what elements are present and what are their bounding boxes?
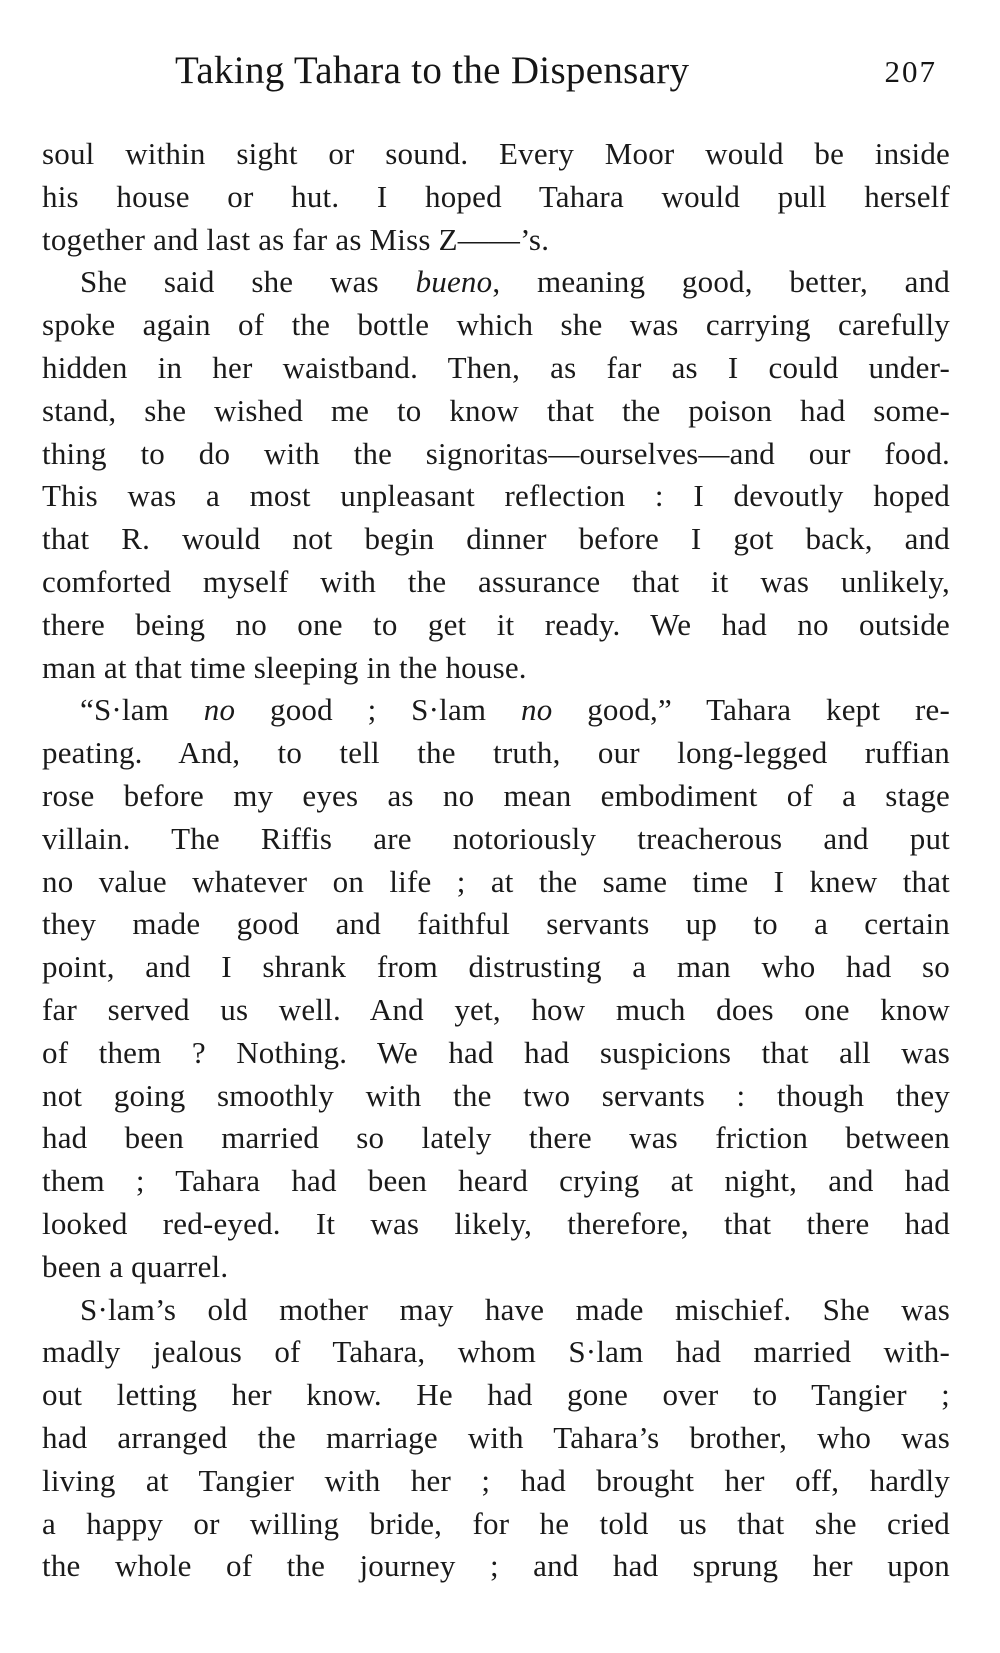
text-line: been a quarrel. bbox=[42, 1248, 229, 1284]
text-line: living at Tangier with her ; had brought her off, hardly bbox=[42, 1462, 950, 1498]
text-line: looked red-eyed. It was likely, therefore, that there had bbox=[42, 1205, 950, 1241]
text-line: stand, she wished me to know that the poison had some- bbox=[42, 392, 950, 428]
text-line: S·lam’s old mother may have made mischief. She was bbox=[80, 1291, 950, 1327]
text-line: peating. And, to tell the truth, our long-legged ruffian bbox=[42, 735, 950, 771]
text-line: soul within sight or sound. Every Moor would be inside bbox=[42, 136, 950, 171]
paragraph bbox=[42, 1289, 950, 1589]
text-line: madly jealous of Tahara, whom S·lam had married with- bbox=[42, 1334, 950, 1370]
text-line: thing to do with the signoritas—ourselves—and our food. bbox=[42, 435, 950, 471]
paragraph bbox=[42, 689, 950, 1288]
text-line: hidden in her waistband. Then, as far as I could under- bbox=[42, 349, 950, 385]
text-line: not going smoothly with the two servants : though they bbox=[42, 1077, 950, 1113]
text-line: “S·lam no good ; S·lam no good,” Tahara kept re- bbox=[80, 692, 950, 728]
text-line: out letting her know. He had gone over to Tangier ; bbox=[42, 1377, 950, 1413]
text-line: there being no one to get it ready. We had no outside bbox=[42, 606, 950, 642]
text-line: the whole of the journey ; and had sprung her upon bbox=[42, 1548, 950, 1584]
text-line: no value whatever on life ; at the same time I knew that bbox=[42, 863, 950, 899]
running-title: Taking Tahara to the Dispensary bbox=[175, 49, 690, 92]
text-line: She said she was bueno, meaning good, better, and bbox=[80, 264, 950, 300]
body-text bbox=[42, 133, 950, 1588]
text-line: that R. would not begin dinner before I got back, and bbox=[42, 521, 950, 557]
text-line: his house or hut. I hoped Tahara would pull herself bbox=[42, 178, 950, 214]
paragraph bbox=[42, 133, 950, 261]
text-line: villain. The Riffis are notoriously treacherous and put bbox=[42, 820, 950, 856]
text-line: man at that time sleeping in the house. bbox=[42, 649, 527, 685]
text-line: them ; Tahara had been heard crying at night, and had bbox=[42, 1163, 950, 1199]
text-line: This was a most unpleasant reflection : I devoutly hoped bbox=[42, 478, 950, 514]
text-line: point, and I shrank from distrusting a man who had so bbox=[42, 949, 950, 985]
text-line: comforted myself with the assurance that it was unlikely, bbox=[42, 563, 950, 599]
page-header bbox=[175, 48, 945, 108]
text-line: a happy or willing bride, for he told us that she cried bbox=[42, 1505, 950, 1541]
text-line: rose before my eyes as no mean embodiment of a stage bbox=[42, 777, 950, 813]
paragraph bbox=[42, 261, 950, 689]
text-line: they made good and faithful servants up to a certain bbox=[42, 906, 950, 942]
text-line: of them ? Nothing. We had had suspicions that all was bbox=[42, 1034, 950, 1070]
page-number: 207 bbox=[884, 54, 937, 89]
text-line: spoke again of the bottle which she was carrying carefully bbox=[42, 307, 950, 343]
text-line: far served us well. And yet, how much does one know bbox=[42, 991, 950, 1027]
text-line: had arranged the marriage with Tahara’s brother, who was bbox=[42, 1419, 950, 1455]
text-line: had been married so lately there was friction between bbox=[42, 1120, 950, 1156]
text-line: together and last as far as Miss Z——’s. bbox=[42, 221, 550, 257]
